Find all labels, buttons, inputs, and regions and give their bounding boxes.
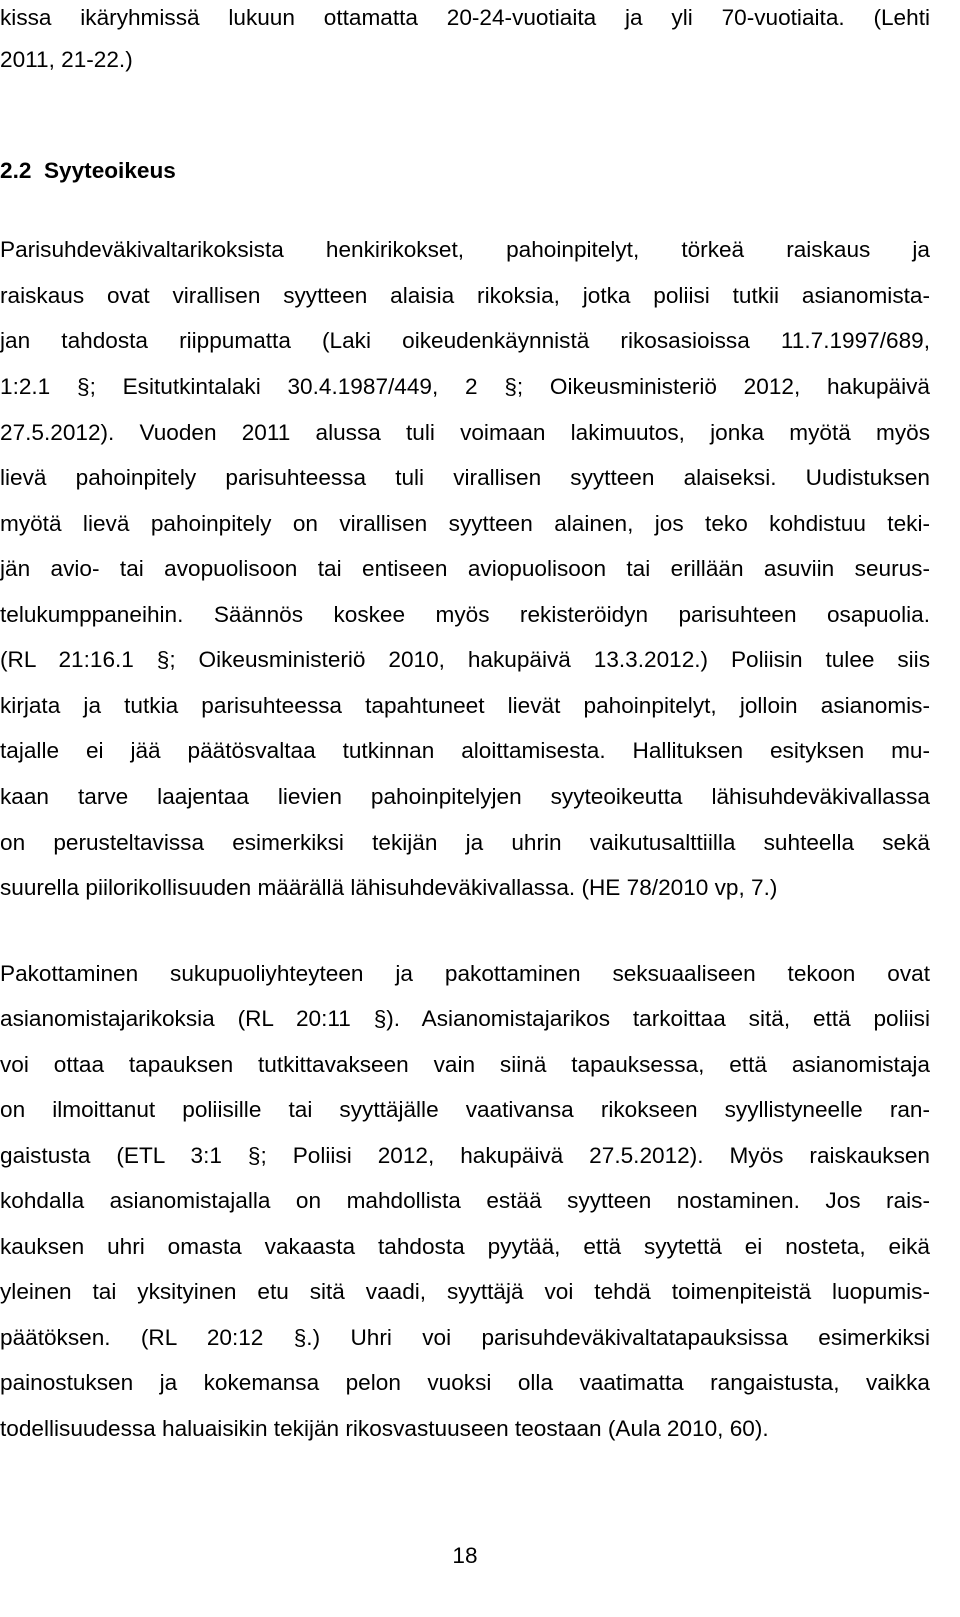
paragraph-line: voi ottaa tapauksen tutkittavakseen vain siinä tapauksessa, että asianomistaja	[0, 1052, 930, 1077]
paragraph-line: kaan tarve laajentaa lievien pahoinpitelyjen syyteoikeutta lähisuhdeväkivallassa	[0, 784, 930, 809]
paragraph-line: (RL 21:16.1 §; Oikeusministeriö 2010, hakupäivä 13.3.2012.) Poliisin tulee siis	[0, 647, 930, 672]
paragraph-line: päätöksen. (RL 20:12 §.) Uhri voi parisuhdeväkivaltatapauksissa esimerkiksi	[0, 1325, 930, 1350]
paragraph-line: kauksen uhri omasta vakaasta tahdosta pyytää, että syytettä ei nosteta, eikä	[0, 1234, 930, 1259]
paragraph-line: raiskaus ovat virallisen syytteen alaisia rikoksia, jotka poliisi tutkii asianomista-	[0, 283, 930, 308]
paragraph-line: asianomistajarikoksia (RL 20:11 §). Asianomistajarikos tarkoittaa sitä, että poliisi	[0, 1006, 930, 1031]
paragraph-line: 1:2.1 §; Esitutkintalaki 30.4.1987/449, 2 §; Oikeusministeriö 2012, hakupäivä	[0, 374, 930, 399]
paragraph-line: todellisuudessa haluaisikin tekijän rikosvastuuseen teostaan (Aula 2010, 60).	[0, 1416, 769, 1441]
paragraph-line: myötä lievä pahoinpitely on virallisen syytteen alainen, jos teko kohdistuu teki-	[0, 511, 930, 536]
paragraph-line: gaistusta (ETL 3:1 §; Poliisi 2012, hakupäivä 27.5.2012). Myös raiskauksen	[0, 1143, 930, 1168]
paragraph-line: kohdalla asianomistajalla on mahdollista estää syytteen nostaminen. Jos rais-	[0, 1188, 930, 1213]
paragraph-line: kirjata ja tutkia parisuhteessa tapahtuneet lievät pahoinpitelyt, jolloin asianomis-	[0, 693, 930, 718]
paragraph-line: on ilmoittanut poliisille tai syyttäjälle vaativansa rikokseen syyllistyneelle ran-	[0, 1097, 930, 1122]
section-heading: 2.2 Syyteoikeus	[0, 158, 176, 183]
paragraph-line: yleinen tai yksityinen etu sitä vaadi, syyttäjä voi tehdä toimenpiteistä luopumis-	[0, 1279, 930, 1304]
paragraph-line: 27.5.2012). Vuoden 2011 alussa tuli voimaan lakimuutos, jonka myötä myös	[0, 420, 930, 445]
paragraph-line: jan tahdosta riippumatta (Laki oikeudenkäynnistä rikosasioissa 11.7.1997/689,	[0, 328, 930, 353]
paragraph-line: painostuksen ja kokemansa pelon vuoksi olla vaatimatta rangaistusta, vaikka	[0, 1370, 930, 1395]
paragraph-line: 2011, 21-22.)	[0, 47, 133, 72]
paragraph-line: jän avio- tai avopuolisoon tai entiseen aviopuolisoon tai erillään asuviin seurus-	[0, 556, 930, 581]
paragraph-line: Parisuhdeväkivaltarikoksista henkirikokset, pahoinpitelyt, törkeä raiskaus ja	[0, 237, 930, 262]
paragraph-line: telukumppaneihin. Säännös koskee myös rekisteröidyn parisuhteen osapuolia.	[0, 602, 930, 627]
paragraph-line: Pakottaminen sukupuoliyhteyteen ja pakottaminen seksuaaliseen tekoon ovat	[0, 961, 930, 986]
paragraph-line: on perusteltavissa esimerkiksi tekijän ja uhrin vaikutusalttiilla suhteella sekä	[0, 830, 930, 855]
paragraph-line: lievä pahoinpitely parisuhteessa tuli virallisen syytteen alaiseksi. Uudistuksen	[0, 465, 930, 490]
paragraph-line: kissa ikäryhmissä lukuun ottamatta 20-24-vuotiaita ja yli 70-vuotiaita. (Lehti	[0, 5, 930, 30]
page-number: 18	[452, 1543, 478, 1568]
paragraph-line: suurella piilorikollisuuden määrällä lähisuhdeväkivallassa. (HE 78/2010 vp, 7.)	[0, 875, 778, 900]
paragraph-line: tajalle ei jää päätösvaltaa tutkinnan aloittamisesta. Hallituksen esityksen mu-	[0, 738, 930, 763]
